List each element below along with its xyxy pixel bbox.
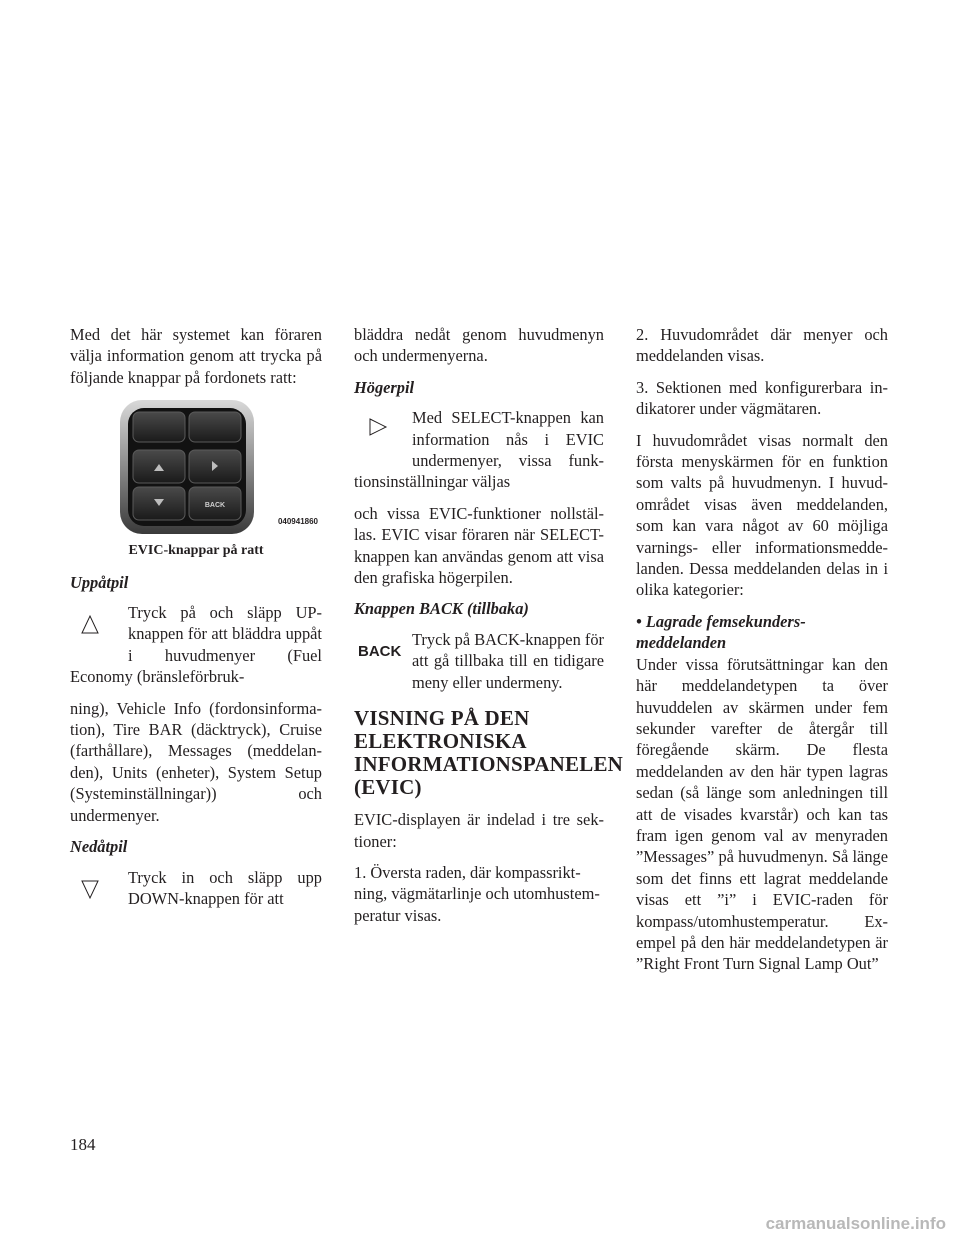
- right-arrow-text-lead: Med SELECT-knappen kan information nås i EVIC undermenyer, vissa funktionsinställningar väljas: [354, 408, 604, 492]
- back-button-label: BACK: [204, 502, 226, 510]
- section-title: [354, 706, 624, 800]
- down-arrow-heading: Nedåtpil: [70, 837, 128, 857]
- section-title-line-1: VISNING PÅ DEN: [354, 706, 530, 731]
- bullet-heading-line-2: meddelanden: [636, 633, 727, 653]
- list-item-3: 3. Sektionen med konfigurerbara indikatorer under vägmätaren.: [636, 377, 888, 419]
- down-arrow-text-lead: Tryck in och släpp upp DOWN-knappen för att: [128, 867, 322, 908]
- figure-caption: EVIC-knappar på ratt: [128, 543, 264, 559]
- right-arrow-icon: [354, 407, 412, 465]
- bullet-text: Under vissa förutsättningar kan den här meddelandetypen ta över huvuddelen av skärmen under fem sekunder varefter de återgår till föregående skärm. De flesta meddelanden av den här typen lagras sedan (så länge som anledningen till att de visades kvarstår) och kan tas fram igen genom val av menyraden ”Messages” på huvudmenyn. Så länge som det finns ett lagrat meddelande visas ett ”i” i EVIC-raden för kompass/utomhustemperatur. Exempel på den här meddelandetypen är ”Right Front Turn Signal Lamp Out”: [636, 654, 888, 974]
- column-1: [70, 324, 322, 925]
- section-title-line-4: (EVIC): [354, 775, 422, 800]
- down-arrow-text-continued: bläddra nedåt genom huvudmenyn och undermenyerna.: [354, 325, 604, 366]
- right-arrow-heading: Högerpil: [354, 377, 415, 397]
- bullet-heading-line-1: Lagrade femsekunders-: [645, 611, 806, 631]
- back-icon: [354, 629, 412, 687]
- back-icon-label: BACK: [358, 642, 402, 660]
- section-title-line-2: ELEKTRONISKA: [354, 729, 527, 754]
- back-button-heading: Knappen BACK (tillbaka): [354, 599, 529, 619]
- up-arrow-text-lead: Tryck på och släpp UP-knappen för att bläddra uppåt i huvudmenyer (Fuel Economy (bränsleförbruk-: [70, 603, 322, 687]
- list-item-1: 1. Översta raden, där kompassriktning, vägmätarlinje och utomhustemperatur visas.: [354, 862, 600, 925]
- back-button-block: [354, 629, 604, 693]
- down-arrow-block: [70, 867, 322, 910]
- up-arrow-block: [70, 602, 322, 688]
- right-arrow-text-rest: och vissa EVIC-funktioner nollställas. EVIC visar föraren när SELECT-knappen kan användas genom att visa den grafiska högerpilen.: [354, 503, 604, 588]
- down-arrow-icon: [70, 867, 128, 925]
- up-arrow-icon: [70, 602, 128, 660]
- evic-buttons-figure: [70, 398, 322, 538]
- up-arrow-text-rest: ning), Vehicle Info (fordonsinformation), Tire BAR (däcktryck), Cruise (farthållare), Messages (meddelanden), Units (enheter), System Setup (Systeminställningar)) och undermenyer.: [70, 698, 322, 825]
- section-title-line-3: INFORMATIONSPANELEN: [354, 752, 624, 777]
- list-item-2: 2. Huvudområdet där menyer och meddelanden visas.: [636, 325, 888, 366]
- watermark: carmanualsonline.info: [765, 1213, 946, 1233]
- page-number: 184: [70, 1135, 96, 1154]
- intro-paragraph: Med det här systemet kan föraren välja information genom att trycka på följande knappar på fordonets ratt:: [70, 325, 322, 387]
- bullet-icon: •: [636, 611, 642, 631]
- back-button-text: Tryck på BACK-knappen för att gå tillbaka till en tidigare meny eller undermeny.: [412, 629, 604, 692]
- up-arrow-heading: Uppåtpil: [70, 572, 129, 592]
- right-arrow-block: [354, 407, 604, 493]
- column-3: [636, 324, 888, 985]
- main-area-paragraph: I huvudområdet visas normalt den första menyskärmen för en funktion som valts på huvudmenyn. I huvudområdet visas även meddelanden, som kan vara något av 60 möjliga varnings- eller informationsmeddelanden. Dessa meddelanden delas in i olika kategorier:: [636, 430, 888, 600]
- figure-code: 040941860: [277, 516, 318, 526]
- column-2: [354, 324, 624, 936]
- section-intro: EVIC-displayen är indelad i tre sektioner:: [354, 810, 604, 851]
- bullet-heading: [636, 611, 888, 654]
